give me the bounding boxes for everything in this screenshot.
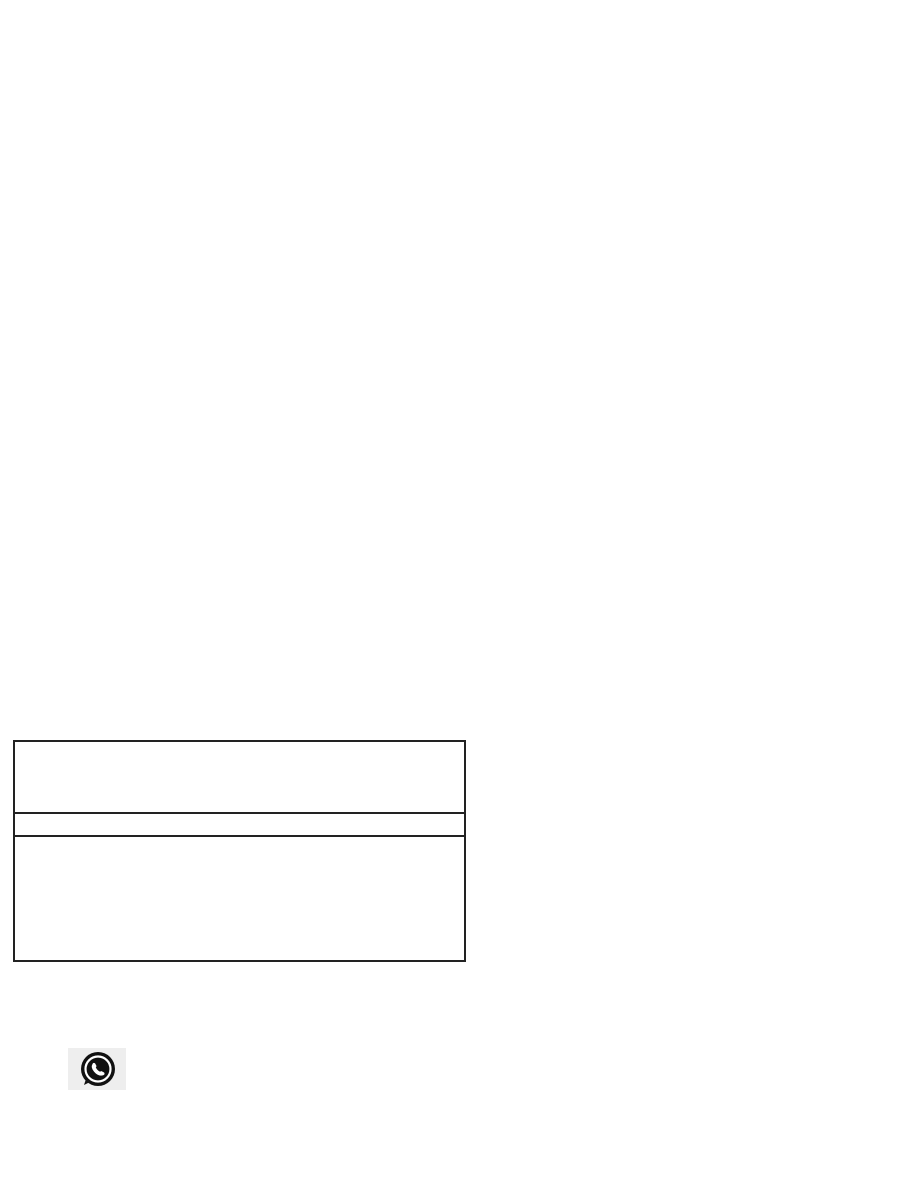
whatsapp-icon-box <box>68 1048 126 1090</box>
storage-line <box>489 751 889 772</box>
packer-info <box>40 980 440 982</box>
storage-instructions <box>489 751 889 792</box>
facts-divider <box>13 812 466 814</box>
whatsapp-icon <box>68 1048 126 1090</box>
barcode-graphic <box>539 884 829 1059</box>
facts-divider <box>13 835 466 837</box>
supplement-facts-panel <box>13 740 466 962</box>
storage-line <box>489 772 889 793</box>
